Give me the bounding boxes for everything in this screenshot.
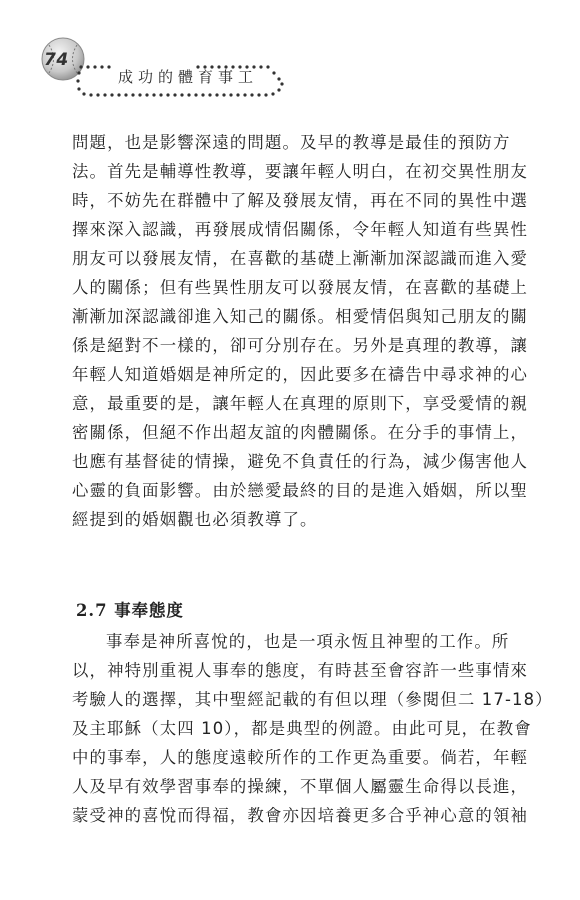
text-line: 也應有基督徒的情操，避免不負責任的行為，減少傷害他人 [72,452,529,471]
text-line: 人的關係；但有些異性朋友可以發展友情，在喜歡的基礎上 [72,278,529,297]
text-line: 係是絕對不一樣的，卻可分別存在。另外是真理的教導，讓 [72,336,529,355]
text-line: 法。首先是輔導性教導，要讓年輕人明白，在初交異性朋友 [72,162,529,181]
text-line: 蒙受神的喜悅而得福，教會亦因培養更多合乎神心意的領袖 [72,806,529,825]
page-header [0,0,580,110]
paragraph-continued [72,128,529,534]
text-line: 事奉是神所喜悅的，也是一項永恆且神聖的工作。所 [106,632,510,651]
text-line: 考驗人的選擇，其中聖經記載的有但以理（參閱但二 17-18） [72,690,553,709]
text-line: 以，神特別重視人事奉的態度，有時甚至會容許一些事情來 [72,661,529,680]
text-line: 經提到的婚姻觀也必須教導了。 [72,510,318,529]
text-line: 及主耶穌（太四 10），都是典型的例證。由此可見，在教會 [72,719,532,738]
dotted-decoration [0,0,580,110]
text-line: 密關係，但絕不作出超友誼的肉體關係。在分手的事情上， [72,423,529,442]
text-line: 年輕人知道婚姻是神所定的，因此要多在禱告中尋求神的心 [72,365,529,384]
text-line: 朋友可以發展友情，在喜歡的基礎上漸漸加深認識而進入愛 [72,249,529,268]
text-line: 問題，也是影響深遠的問題。及早的教導是最佳的預防方 [72,133,511,152]
section-heading: 2.7 事奉態度 [76,601,184,620]
text-line: 人及早有效學習事奉的操練，不單個人屬靈生命得以長進， [72,777,529,796]
text-line: 意，最重要的是，讓年輕人在真理的原則下，享受愛情的親 [72,394,529,413]
text-line: 中的事奉，人的態度遠較所作的工作更為重要。倘若，年輕 [72,748,529,767]
text-line: 心靈的負面影響。由於戀愛最終的目的是進入婚姻，所以聖 [72,481,529,500]
text-line: 擇來深入認識，再發展成情侶關係，令年輕人知道有些異性 [72,220,529,239]
section-paragraph [72,627,553,830]
text-line: 漸漸加深認識卻進入知己的關係。相愛情侶與知己朋友的關 [72,307,529,326]
text-line: 時，不妨先在群體中了解及發展友情，再在不同的異性中選 [72,191,529,210]
page-number: 74 [44,50,69,70]
running-header-title: 成功的體育事工 [118,68,259,86]
